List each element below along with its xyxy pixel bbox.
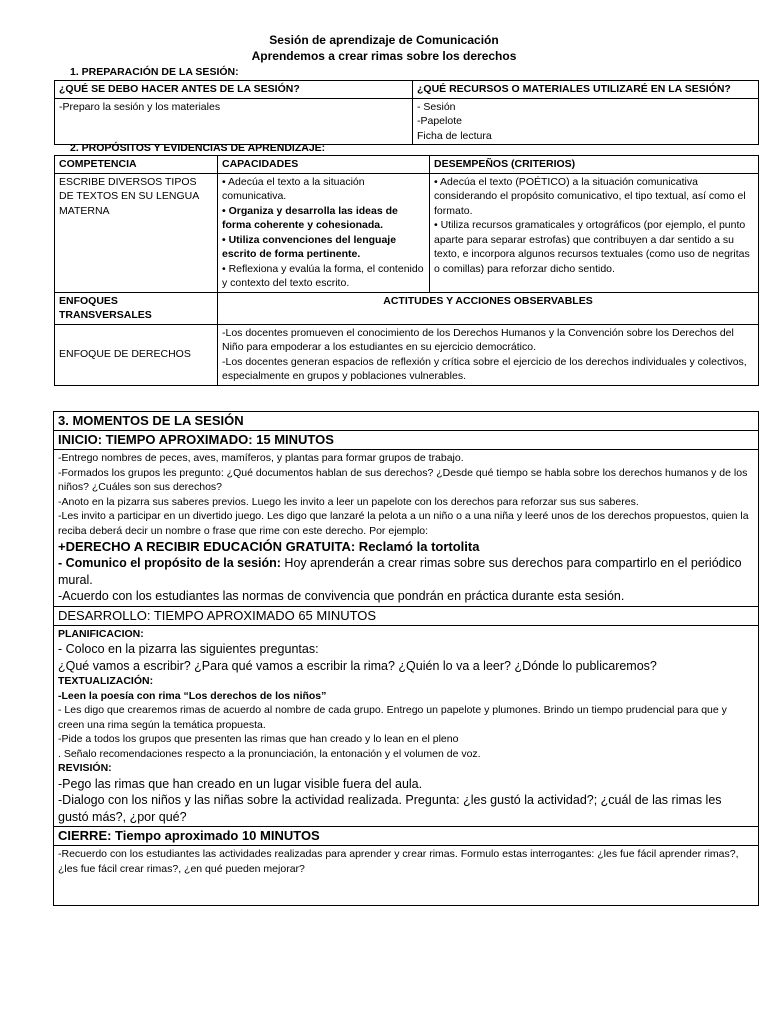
desempeno-item: • Utiliza recursos gramaticales y ortográficos (por ejemplo, el punto aparte para separar estrofas) que contribuyen a dar sentido a su texto, e incorpora algunos recursos textuales (como uso de negritas o comillas) para reforzar dicho sentido. <box>434 218 754 276</box>
planificacion-line: - Coloco en la pizarra las siguientes preguntas: <box>58 642 319 656</box>
capacidad-item: • Organiza y desarrolla las ideas de forma coherente y cohesionada. <box>222 204 425 233</box>
textualizacion-line: -Pide a todos los grupos que presenten las rimas que han creado y lo lean en el pleno <box>58 733 459 745</box>
inicio-normas: -Acuerdo con los estudiantes las normas de convivencia que pondrán en práctica durante esta sesión. <box>58 589 625 603</box>
section-3-heading: 3. MOMENTOS DE LA SESIÓN <box>54 412 759 431</box>
capacidades-header: CAPACIDADES <box>218 156 430 174</box>
desarrollo-header: DESARROLLO: TIEMPO APROXIMADO 65 MINUTOS <box>54 606 759 625</box>
desempenos-header: DESEMPEÑOS (CRITERIOS) <box>430 156 759 174</box>
desarrollo-content <box>54 625 759 827</box>
preparation-table <box>54 80 759 145</box>
competencia-text: ESCRIBE DIVERSOS TIPOS DE TEXTOS EN SU LENGUA MATERNA <box>55 173 218 292</box>
inicio-line: -Anoto en la pizarra sus saberes previos. Luego les invito a leer un papelote con los derechos para reforzar sus sus saberes. <box>58 495 639 508</box>
planificacion-label: PLANIFICACION: <box>58 627 144 640</box>
resource-item: - Sesión <box>417 100 456 113</box>
actitud-item: -Los docentes generan espacios de reflexión y crítica sobre el ejercicio de los derechos individuales y colectivos, especialmente en grupos y poblaciones vulnerables. <box>222 355 747 382</box>
competencia-header: COMPETENCIA <box>55 156 218 174</box>
enfoque-name: ENFOQUE DE DERECHOS <box>55 324 218 385</box>
revision-line: -Pego las rimas que han creado en un lugar visible fuera del aula. <box>58 776 423 791</box>
prep-col2-header: ¿QUÉ RECURSOS O MATERIALES UTILIZARÉ EN LA SESIÓN? <box>413 81 759 99</box>
capacidad-item: • Reflexiona y evalúa la forma, el contenido y contexto del texto escrito. <box>222 262 425 291</box>
document-title: Sesión de aprendizaje de Comunicación <box>269 33 499 47</box>
actitud-item: -Los docentes promueven el conocimiento de los Derechos Humanos y la Convención sobre los Derechos del Niño para empoderar a los estudiantes en su ejercicio democrático. <box>222 326 734 353</box>
desempeno-item: • Adecúa el texto (POÉTICO) a la situación comunicativa considerando el propósito comunicativo, el tipo textual, así como el formato. <box>434 175 754 219</box>
actitudes-text <box>218 324 759 385</box>
revision-label: REVISIÓN: <box>58 762 112 774</box>
section-1-heading: 1. PREPARACIÓN DE LA SESIÓN: <box>70 66 239 78</box>
document-subtitle: Aprendemos a crear rimas sobre los derechos <box>251 49 517 63</box>
actitudes-header: ACTITUDES Y ACCIONES OBSERVABLES <box>218 292 759 324</box>
prep-col1-text: -Preparo la sesión y los materiales <box>55 98 413 145</box>
purposes-table <box>54 155 759 386</box>
proposito-label: - Comunico el propósito de la sesión: <box>58 556 281 570</box>
prep-resources <box>413 98 759 145</box>
inicio-proposito <box>58 555 754 588</box>
capacidades-list <box>218 173 430 292</box>
cierre-content: -Recuerdo con los estudiantes las actividades realizadas para aprender y crear rimas. Formulo estas interrogantes: ¿les fue fácil aprender rimas?, ¿les fue fácil crear rimas?, ¿en qué pueden mejorar? <box>54 846 759 906</box>
inicio-line: -Formados los grupos les pregunto: ¿Qué documentos hablan de sus derechos? ¿Desde qué tiempo se habla sobre los derechos humanos y de los niños? ¿Cuáles son sus derechos? <box>58 466 748 493</box>
resource-item: Ficha de lectura <box>417 129 492 142</box>
textualizacion-line: . Señalo recomendaciones respecto a la pronunciación, la entonación y el volumen de voz. <box>58 747 481 760</box>
cierre-header: CIERRE: Tiempo aproximado 10 MINUTOS <box>54 827 759 846</box>
textualizacion-label: TEXTUALIZACIÓN: <box>58 675 154 687</box>
inicio-line: -Entrego nombres de peces, aves, mamíferos, y plantas para formar grupos de trabajo. <box>58 452 464 464</box>
inicio-content <box>54 450 759 607</box>
prep-col1-header: ¿QUÉ SE DEBO HACER ANTES DE LA SESIÓN? <box>55 81 413 99</box>
inicio-header: INICIO: TIEMPO APROXIMADO: 15 MINUTOS <box>54 431 759 450</box>
desempenos-list <box>430 173 759 292</box>
textualizacion-line: - Les digo que crearemos rimas de acuerdo al nombre de cada grupo. Entrego un papelote y plumones. Brindo un tiempo prudencial para que y creen una rima según la temática propuesta. <box>58 704 727 731</box>
revision-line: -Dialogo con los niños y las niñas sobre la actividad realizada. Pregunta: ¿les gustó la actividad?; ¿cuál de las rimas les gustó más?, ¿por qué? <box>58 793 722 824</box>
textualizacion-reading: -Leen la poesía con rima “Los derechos de los niños” <box>58 689 327 702</box>
capacidad-item: • Adecúa el texto a la situación comunicativa. <box>222 175 425 204</box>
proposito-text: Hoy aprenderán a crear rimas sobre sus derechos para compartirlo en el periódico mural. <box>58 556 742 587</box>
enfoques-header: ENFOQUES TRANSVERSALES <box>55 292 218 324</box>
inicio-line: -Les invito a participar en un divertido juego. Les digo que lanzaré la pelota a un niño o a una niña y leeré unos de los derechos propuestos, quien la reciba deberá decir un nombre o frase que rime con este derecho. Por ejemplo: <box>58 510 749 537</box>
session-moments-table <box>53 411 759 906</box>
planificacion-line: ¿Qué vamos a escribir? ¿Para qué vamos a escribir la rima? ¿Quién lo va a leer? ¿Dónde lo publicaremos? <box>58 658 657 673</box>
resource-item: -Papelote <box>417 115 462 127</box>
section-2-heading: 2. PROPÓSITOS Y EVIDENCIAS DE APRENDIZAJE: <box>70 142 326 154</box>
capacidad-item: • Utiliza convenciones del lenguaje escrito de forma pertinente. <box>222 233 425 262</box>
inicio-example: +DERECHO A RECIBIR EDUCACIÓN GRATUITA: Reclamó la tortolita <box>58 539 480 554</box>
